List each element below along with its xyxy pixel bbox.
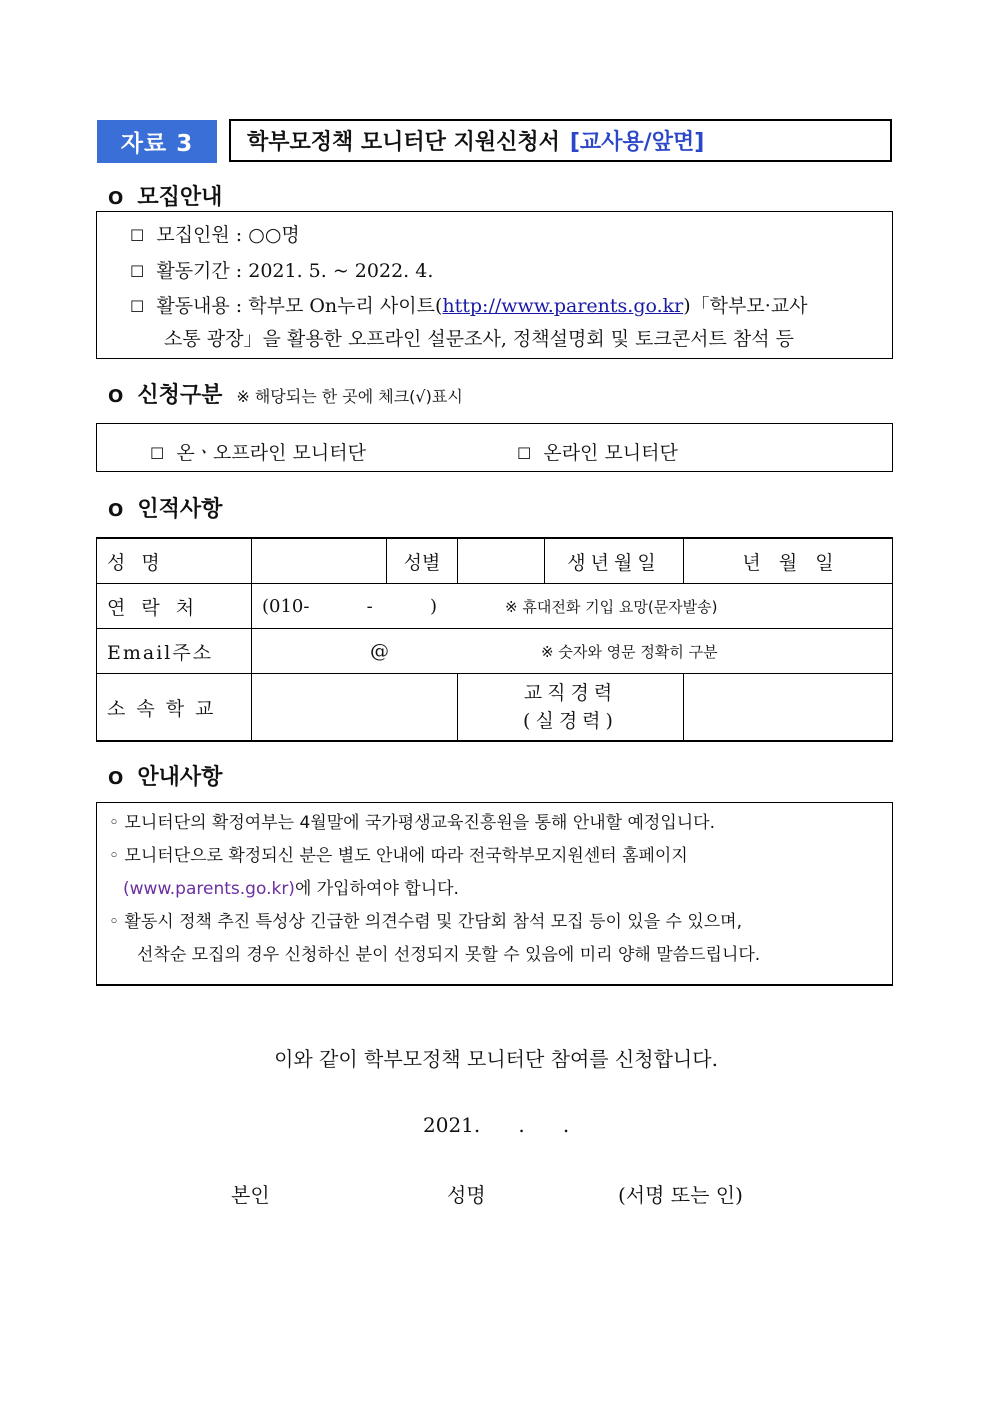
email-note: ※ 숫자와 영문 정확히 구분: [541, 643, 718, 661]
square-bullet-icon: ☐: [130, 262, 145, 281]
option-online-offline[interactable]: [150, 438, 366, 465]
table-row: [97, 538, 893, 584]
signer-name-label: 성명: [447, 1183, 486, 1207]
activity-text-suffix: )「학부모·교사: [683, 295, 808, 317]
recruit-activity-line2: 소통 광장」을 활용한 오프라인 설문조사, 정책설명회 및 토크콘서트 참석 등: [164, 328, 795, 350]
circle-bullet-icon: O: [108, 500, 124, 521]
gender-label: 성별: [387, 538, 458, 584]
section-title: 안내사항: [137, 764, 223, 790]
table-row: [97, 584, 893, 629]
section-heading-recruit: [108, 180, 222, 211]
activity-text: 학부모 On누리 사이트(: [248, 295, 443, 317]
notice-item: ◦ 모니터단으로 확정되신 분은 별도 안내에 따라 전국학부모지원센터 홈페이지: [109, 846, 688, 866]
contact-value: (010- - ): [262, 596, 437, 617]
recruit-item-period: ☐ 활동기간 : 2021. 5. ~ 2022. 4.: [130, 260, 434, 282]
birth-label: 생년월일: [545, 538, 684, 584]
item-value: 2021. 5. ~ 2022. 4.: [248, 260, 434, 282]
email-label: Email주소: [97, 629, 252, 674]
birth-field[interactable]: 년 월 일: [684, 538, 893, 584]
signature-field[interactable]: (서명 또는 인): [618, 1183, 743, 1207]
career-label-line1: 교직경력: [523, 682, 618, 704]
notice-item: ◦ 활동시 정책 추진 특성상 긴급한 의견수렴 및 간담회 참석 모집 등이 있을 수 있으며,: [109, 912, 743, 932]
item-label: 활동내용: [156, 295, 230, 317]
name-field[interactable]: [252, 538, 387, 584]
recruit-item-count: ☐ 모집인원 : ○○명: [130, 224, 300, 246]
career-label: [458, 674, 684, 742]
application-note: ※ 해당되는 한 곳에 체크(√)표시: [236, 387, 463, 406]
contact-note: ※ 휴대전화 기입 요망(문자발송): [505, 598, 718, 616]
section-title: 신청구분: [137, 382, 223, 408]
notice-item-cont: [109, 873, 880, 906]
personal-info-table: [96, 537, 893, 742]
option-online[interactable]: [517, 438, 678, 465]
email-field[interactable]: [252, 629, 893, 674]
item-value: ○○명: [248, 224, 300, 246]
school-label: 소속학교: [97, 674, 252, 742]
application-date[interactable]: 2021. . .: [423, 1113, 570, 1137]
career-field[interactable]: [684, 674, 893, 742]
notice-item: ◦ 모니터단의 확정여부는 4월말에 국가평생교육진흥원을 통해 안내할 예정입니다.: [109, 813, 715, 833]
circle-bullet-icon: O: [108, 768, 124, 789]
square-bullet-icon: ☐: [130, 226, 145, 245]
item-label: 모집인원: [156, 224, 230, 246]
section-heading-personal: [108, 492, 222, 523]
career-label-line2: (실경력): [523, 710, 618, 732]
gender-field[interactable]: [458, 538, 545, 584]
option-label: 온라인 모니터단: [543, 442, 678, 464]
checkbox-icon[interactable]: ☐: [517, 444, 532, 463]
notice-item-cont: 선착순 모집의 경우 신청하신 분이 선정되지 못할 수 있음에 미리 양해 말씀드립니다.: [137, 945, 761, 965]
contact-label: 연락처: [97, 584, 252, 629]
table-row: [97, 629, 893, 674]
contact-field[interactable]: [252, 584, 893, 629]
circle-bullet-icon: O: [108, 188, 124, 209]
school-field[interactable]: [252, 674, 458, 742]
parents-site-link[interactable]: http://www.parents.go.kr: [442, 295, 684, 317]
section-title: 인적사항: [137, 496, 223, 522]
document-tag: 자료 3: [97, 120, 217, 163]
title-text: 학부모정책 모니터단 지원신청서: [247, 130, 560, 155]
square-bullet-icon: ☐: [130, 297, 145, 316]
section-heading-application: [108, 378, 463, 409]
option-label: 온ㆍ오프라인 모니터단: [176, 442, 366, 464]
item-label: 활동기간: [156, 260, 230, 282]
name-label: 성명: [97, 538, 252, 584]
circle-bullet-icon: O: [108, 386, 124, 407]
section-heading-notice: [108, 760, 222, 791]
recruit-item-activity: ☐ 활동내용 : 학부모 On누리 사이트(http://www.parents.go.kr)「학부모·교사: [130, 295, 808, 317]
checkbox-icon[interactable]: ☐: [150, 444, 165, 463]
email-at: @: [370, 640, 389, 662]
document-title: [229, 119, 892, 162]
parents-site-link-text: (www.parents.go.kr): [123, 879, 295, 899]
table-row: [97, 674, 893, 742]
section-title: 모집안내: [137, 184, 223, 210]
closing-statement: 이와 같이 학부모정책 모니터단 참여를 신청합니다.: [274, 1047, 718, 1071]
notice-text: 에 가입하여야 합니다.: [294, 879, 459, 899]
title-accent: [교사용/앞면]: [569, 130, 705, 155]
self-label: 본인: [231, 1183, 270, 1207]
notice-box: [96, 802, 893, 986]
